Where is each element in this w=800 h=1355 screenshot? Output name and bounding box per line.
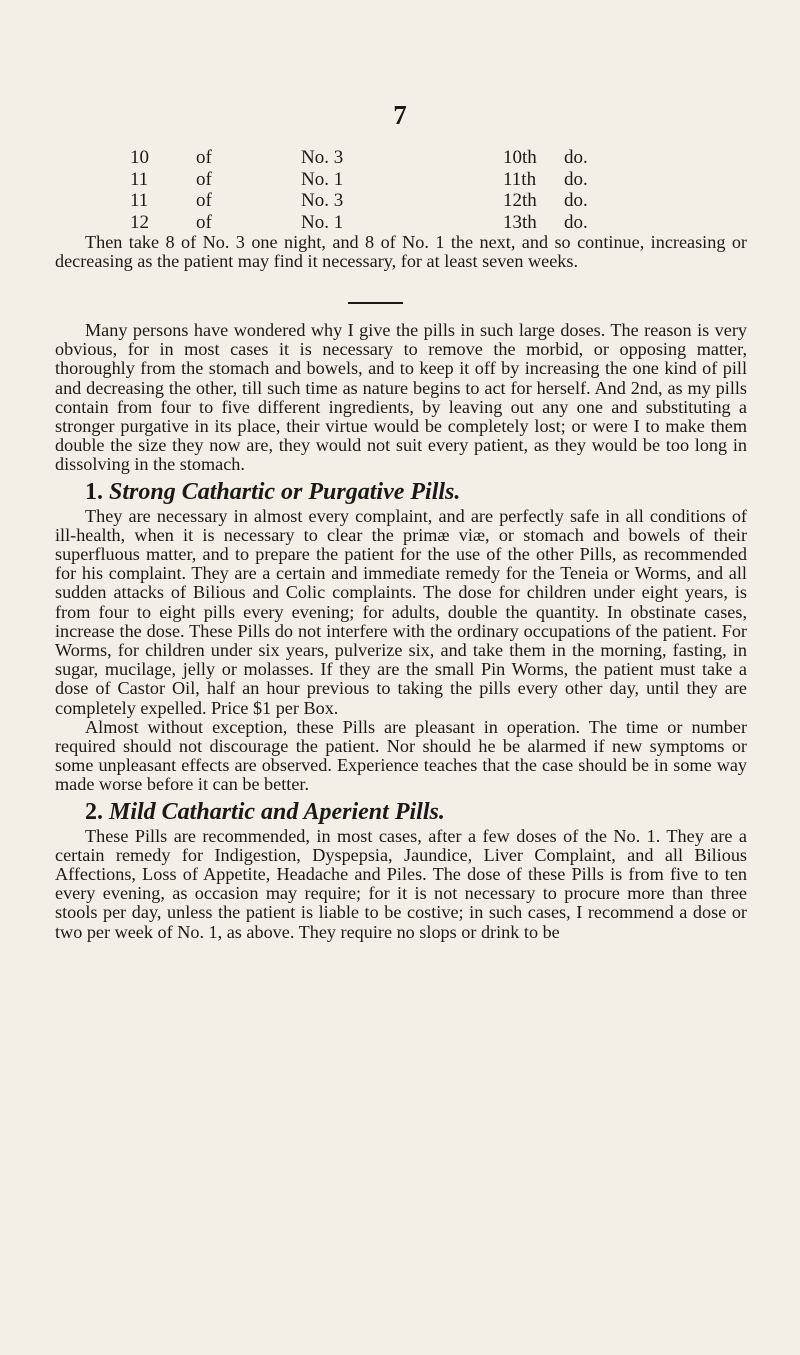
dose-ditto: do. xyxy=(564,190,588,211)
section2-heading xyxy=(55,797,747,827)
continuation-block xyxy=(55,233,747,271)
dose-pill-number: No. 1 xyxy=(301,211,344,233)
large-doses-paragraph: Many persons have wondered why I give the pills in such large doses. The reason is very obvious, for in most cases it is necessary to remove the morbid, or opposing matter, thoroughly from the stomach and bowels, and to keep it off by increasing the one kind of pill and decreasing the other, till such time as nature begins to act for herself. And 2nd, as my pills contain from four to five different ingredients, by leaving out any one and substituting a stronger purgative in its place, their virtue would be completely lost; or were I to make them double the size they now are, they would not suit every patient, as they would be too long in dissolving in the stomach. xyxy=(55,320,747,475)
section1-heading xyxy=(55,477,747,507)
dose-schedule-table xyxy=(130,147,690,233)
section-divider xyxy=(348,302,403,304)
dose-ditto: do. xyxy=(564,211,588,233)
section1-paragraph1: They are necessary in almost every complaint, and are perfectly safe in all conditions of ill-health, when it is necessary to clear the primæ viæ, or stomach and bowels of their superfluous matter, and to prepare the patient for the use of the other Pills, as recommended for his complaint. They are a certain and immediate remedy for the Teneia or Worms, and all sudden attacks of Bilious and Colic complaints. The dose for children under eight years, is from four to eight pills every evening; for adults, double the quantity. In obstinate cases, increase the dose. These Pills do not interfere with the ordinary occupations of the patient. For Worms, for children under six years, pulverize six, and take them in the morning, fasting, in sugar, mucilage, jelly or molasses. If they are the small Pin Worms, the patient must take a dose of Castor Oil, half an hour previous to taking the pills every other day, until they are completely expelled. Price $1 per Box. xyxy=(55,505,747,718)
dose-of: of xyxy=(196,190,212,211)
dose-count: 12 xyxy=(130,211,149,233)
section1-paragraph2: Almost without exception, these Pills are pleasant in operation. The time or number required should not discourage the patient. Nor should he be alarmed if new symptoms or some unpleasant effects are observed. Experience teaches that the case should be in some way made worse before it can be better. xyxy=(55,716,747,795)
dose-of: of xyxy=(196,168,212,190)
dose-ditto: do. xyxy=(564,168,588,190)
dose-day: 10th xyxy=(503,147,537,168)
dose-row xyxy=(130,169,690,191)
section2-number: 2. xyxy=(85,798,103,825)
dose-day: 12th xyxy=(503,190,537,211)
section2-paragraph1: These Pills are recommended, in most cases, after a few doses of the No. 1. They are a certain remedy for Indigestion, Dyspepsia, Jaundice, Liver Complaint, and all Bilious Affections, Loss of Appetite, Headache and Piles. The dose of these Pills is from five to ten every evening, as occasion may require; for it is not necessary to procure more than three stools per day, unless the patient is liable to be costive; in such cases, I recommend a dose or two per week of No. 1, as above. They require no slops or drink to be xyxy=(55,825,747,942)
page-number: 7 xyxy=(393,100,407,130)
dose-row xyxy=(130,190,690,212)
section1-title: Strong Cathartic or Purgative Pills. xyxy=(109,478,461,505)
dose-row xyxy=(130,212,690,234)
dose-count: 11 xyxy=(130,190,149,211)
section1-number: 1. xyxy=(85,478,103,505)
dose-count: 11 xyxy=(130,168,149,190)
dose-of: of xyxy=(196,211,212,233)
dose-pill-number: No. 3 xyxy=(301,147,344,168)
main-text-block xyxy=(55,321,747,942)
dose-of: of xyxy=(196,147,212,168)
then-paragraph: Then take 8 of No. 3 one night, and 8 of No. 1 the next, and so continue, increasing or decreasing as the patient may find it necessary, for at least seven weeks. xyxy=(55,232,747,272)
dose-day: 13th xyxy=(503,211,537,233)
dose-row xyxy=(130,147,690,169)
dose-day: 11th xyxy=(503,168,537,190)
dose-count: 10 xyxy=(130,147,149,168)
dose-ditto: do. xyxy=(564,147,588,168)
dose-pill-number: No. 1 xyxy=(301,168,344,190)
dose-pill-number: No. 3 xyxy=(301,190,344,211)
section2-title: Mild Cathartic and Aperient Pills. xyxy=(109,798,445,825)
